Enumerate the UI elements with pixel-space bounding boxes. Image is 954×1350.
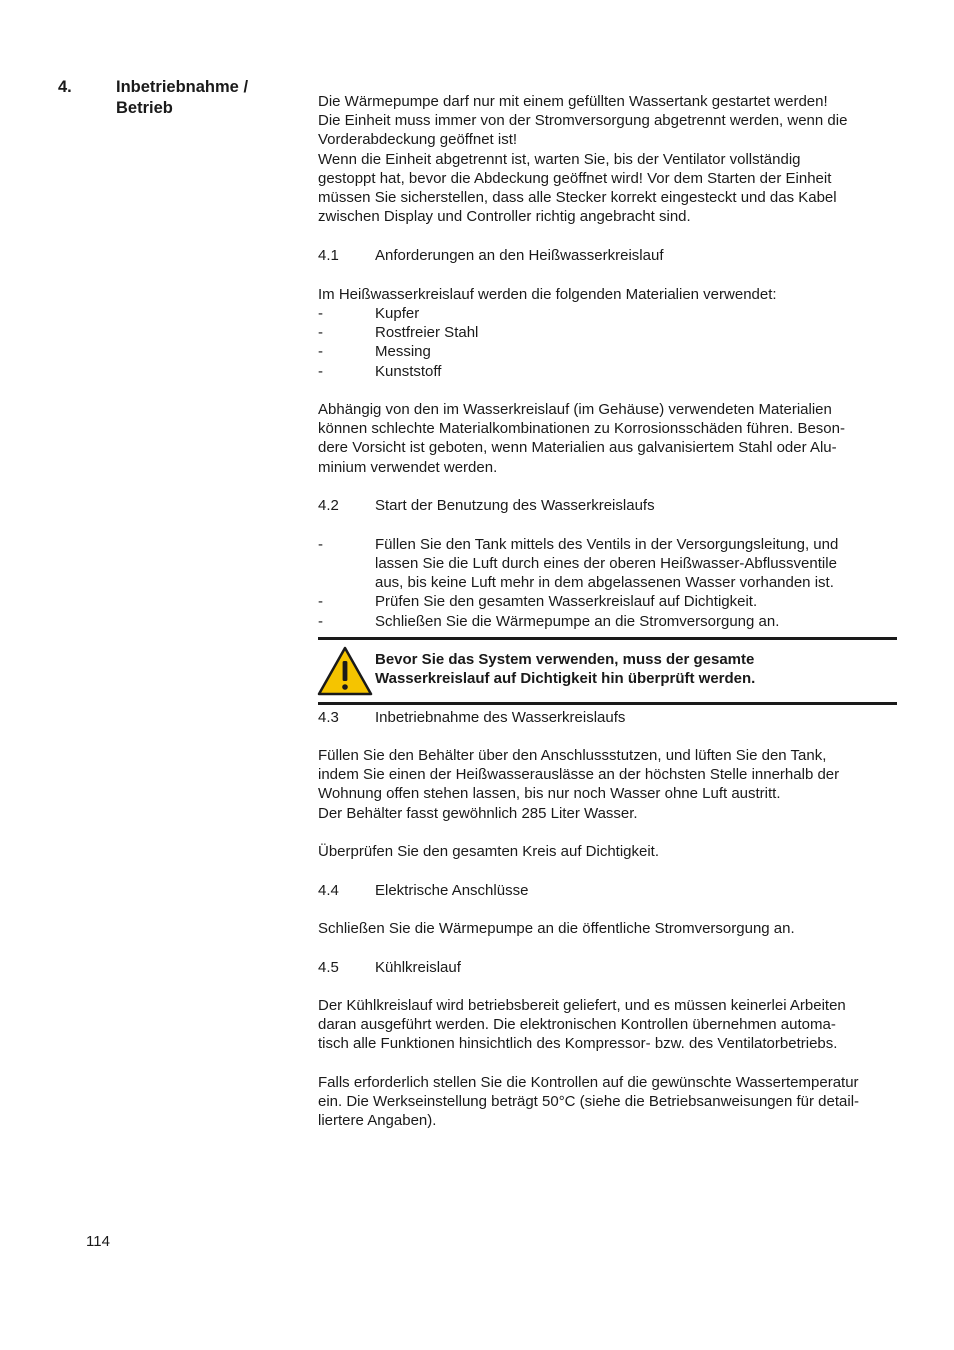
cooling-paragraph [318, 996, 898, 1054]
section-title-line-2: Betrieb [116, 99, 173, 117]
electrical-paragraph: Schließen Sie die Wärmepumpe an die öffentliche Stromversorgung an. [318, 920, 795, 937]
text-line: daran ausgeführt werden. Die elektronischen Kontrollen übernehmen automa- [318, 1016, 836, 1034]
materials-lead: Im Heißwasserkreislauf werden die folgenden Materialien verwendet: [318, 286, 777, 303]
list-item-text: Schließen Sie die Wärmepumpe an die Stromversorgung an. [375, 613, 780, 630]
subsection-number: 4.1 [318, 247, 339, 264]
section-number: 4. [58, 78, 72, 96]
warning-text [375, 650, 755, 688]
page-number: 114 [86, 1233, 110, 1250]
text-line: liertere Angaben). [318, 1112, 437, 1130]
subsection-number: 4.2 [318, 497, 339, 514]
subsection-title: Anforderungen an den Heißwasserkreislauf [375, 247, 664, 264]
text-line: Vorderabdeckung geöffnet ist! [318, 131, 518, 149]
subsection-title: Start der Benutzung des Wasserkreislaufs [375, 497, 655, 514]
text-line: Der Behälter fasst gewöhnlich 285 Liter Wasser. [318, 804, 638, 822]
text-line: müssen Sie sicherstellen, dass alle Stecker korrekt eingesteckt und das Kabel [318, 189, 837, 207]
subsection-number: 4.3 [318, 709, 339, 726]
text-line: lassen Sie die Luft durch eines der oberen Heißwasser-Abflussventile [375, 555, 837, 573]
section-title-line-1: Inbetriebnahme / [116, 78, 249, 96]
leak-check-paragraph: Überprüfen Sie den gesamten Kreis auf Dichtigkeit. [318, 843, 660, 860]
materials-paragraph [318, 400, 898, 477]
bullet: - [318, 305, 323, 322]
list-item-text: Kunststoff [375, 363, 442, 380]
text-line: Füllen Sie den Tank mittels des Ventils in der Versorgungsleitung, und [375, 536, 839, 553]
filling-paragraph [318, 746, 898, 823]
subsection-title: Elektrische Anschlüsse [375, 882, 529, 899]
text-line: gestoppt hat, bevor die Abdeckung geöffnet wird! Vor dem Starten der Einheit [318, 169, 832, 187]
text-line: Die Wärmepumpe darf nur mit einem gefüllten Wassertank gestartet werden! [318, 93, 828, 110]
section-title [116, 77, 248, 119]
bullet: - [318, 324, 323, 341]
warning-top-rule [318, 637, 897, 640]
bullet: - [318, 363, 323, 380]
text-line: Bevor Sie das System verwenden, muss der gesamte [375, 651, 755, 668]
list-item-text: Prüfen Sie den gesamten Wasserkreislauf auf Dichtigkeit. [375, 593, 758, 610]
subsection-title: Kühlkreislauf [375, 959, 461, 976]
list-item-text: Messing [375, 343, 431, 360]
bullet: - [318, 343, 323, 360]
bullet: - [318, 593, 323, 610]
list-item-text: Rostfreier Stahl [375, 324, 479, 341]
list-item-text [375, 535, 838, 593]
subsection-title: Inbetriebnahme des Wasserkreislaufs [375, 709, 626, 726]
settings-paragraph [318, 1073, 898, 1131]
warning-triangle-icon [317, 646, 373, 696]
text-line: Wasserkreislauf auf Dichtigkeit hin überprüft werden. [375, 670, 756, 688]
bullet: - [318, 613, 323, 630]
text-line: minium verwendet werden. [318, 458, 498, 476]
text-line: Der Kühlkreislauf wird betriebsbereit geliefert, und es müssen keinerlei Arbeiten [318, 997, 846, 1014]
text-line: Die Einheit muss immer von der Stromversorgung abgetrennt werden, wenn die [318, 112, 848, 130]
text-line: ein. Die Werkseinstellung beträgt 50°C (siehe die Betriebsanweisungen für detail- [318, 1093, 860, 1111]
text-line: tisch alle Funktionen hinsichtlich des Kompressor- bzw. des Ventilatorbetriebs. [318, 1035, 838, 1053]
text-line: Wenn die Einheit abgetrennt ist, warten Sie, bis der Ventilator vollständig [318, 150, 801, 168]
text-line: indem Sie einen der Heißwasserauslässe an der höchsten Stelle innerhalb der [318, 766, 840, 784]
warning-bottom-rule [318, 702, 897, 705]
text-line: Falls erforderlich stellen Sie die Kontrollen auf die gewünschte Wassertemperatur [318, 1074, 859, 1091]
text-line: Abhängig von den im Wasserkreislauf (im Gehäuse) verwendeten Materialien [318, 401, 832, 418]
list-item-text: Kupfer [375, 305, 420, 322]
subsection-number: 4.5 [318, 959, 339, 976]
bullet: - [318, 536, 323, 553]
intro-paragraph [318, 92, 898, 226]
subsection-number: 4.4 [318, 882, 339, 899]
text-line: zwischen Display und Controller richtig angebracht sind. [318, 208, 691, 226]
text-line: können schlechte Materialkombinationen zu Korrosionsschäden führen. Beson- [318, 420, 845, 438]
text-line: Füllen Sie den Behälter über den Anschlussstutzen, und lüften Sie den Tank, [318, 747, 827, 764]
text-line: aus, bis keine Luft mehr in dem abgelassenen Wasser vorhanden ist. [375, 574, 834, 592]
text-line: Wohnung offen stehen lassen, bis nur noch Wasser ohne Luft austritt. [318, 785, 781, 803]
text-line: dere Vorsicht ist geboten, wenn Materialien aus galvanisiertem Stahl oder Alu- [318, 439, 837, 457]
